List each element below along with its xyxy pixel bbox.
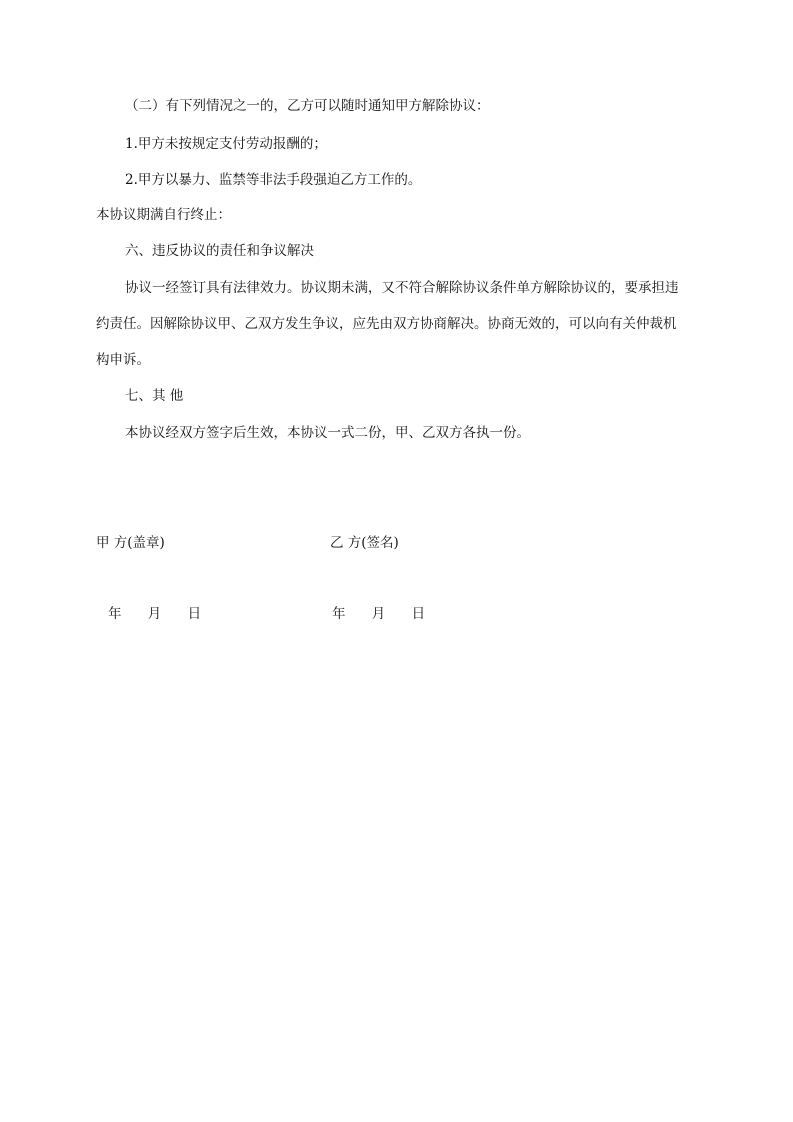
section-7-body: 本协议经双方签字后生效，本协议一式二份，甲、乙双方各执一份。 (125, 425, 530, 441)
section-7-title: 七、其 他 (125, 388, 184, 404)
party-a-label: 甲 方(盖章) (96, 535, 165, 551)
party-b-date (332, 605, 425, 623)
section-6-title: 六、违反协议的责任和争议解决 (125, 243, 314, 259)
party-a-year: 年 (108, 606, 122, 622)
party-b-day: 日 (411, 606, 426, 622)
clause-2-item-1: 1.甲方未按规定支付劳动报酬的； (125, 136, 327, 152)
party-a-day: 日 (187, 606, 202, 622)
party-b-year: 年 (332, 606, 346, 622)
expiry-clause: 本协议期满自行终止： (96, 207, 231, 223)
clause-2-item-2: 2.甲方以暴力、监禁等非法手段强迫乙方工作的。 (125, 172, 422, 188)
section-6-line-1: 协议一经签订具有法律效力。协议期未满，又不符合解除协议条件单方解除协议的，要承担违 (125, 280, 679, 296)
clause-2-heading: （二）有下列情况之一的，乙方可以随时通知甲方解除协议： (125, 98, 490, 114)
section-6-line-3: 构申诉。 (96, 352, 150, 368)
party-a-date (108, 605, 201, 623)
party-b-label: 乙 方(签名) (330, 535, 399, 551)
section-6-line-2: 约责任。因解除协议甲、乙双方发生争议，应先由双方协商解决。协商无效的，可以向有关仲裁机 (96, 316, 677, 332)
party-b-month: 月 (371, 606, 386, 622)
party-a-month: 月 (147, 606, 162, 622)
